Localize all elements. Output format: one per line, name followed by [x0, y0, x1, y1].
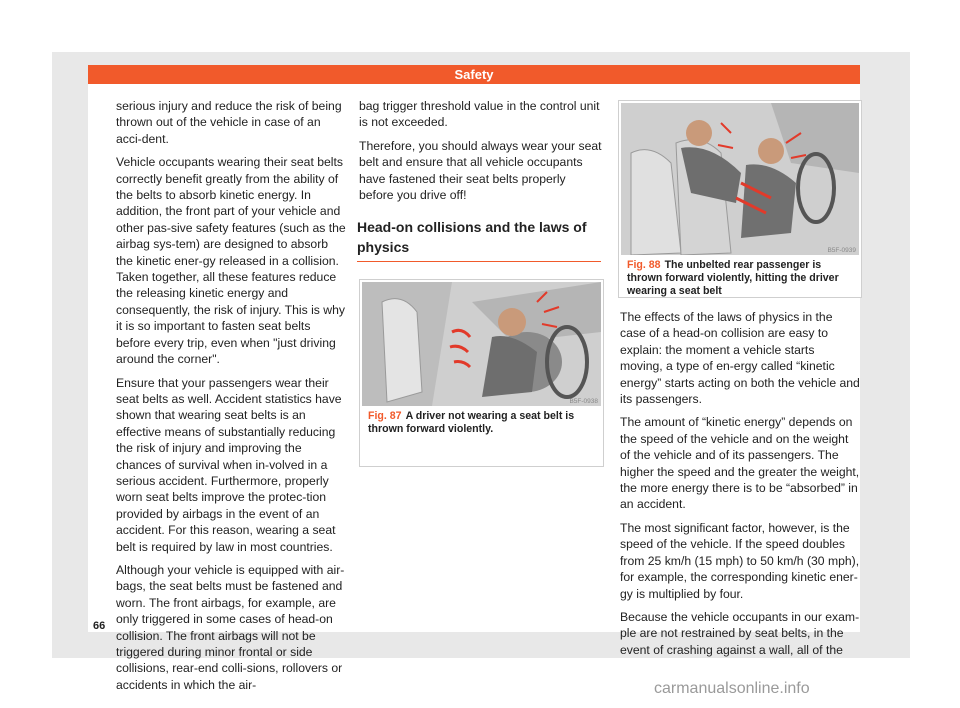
- figure-88-caption: [627, 259, 857, 298]
- page-number: 66: [93, 620, 106, 632]
- figure-87-image: [362, 282, 601, 406]
- watermark: carmanualsonline.info: [654, 680, 810, 697]
- figure-code: B5F-0939: [827, 247, 856, 254]
- figure-label: Fig. 88: [627, 259, 661, 271]
- text-column-3: [620, 309, 860, 665]
- figure-label: Fig. 87: [368, 410, 402, 422]
- text-column-2: [359, 98, 602, 262]
- driver-crash-illustration: [362, 282, 601, 406]
- caption-text: The unbelted rear passenger is thrown forward violently, hitting the driver wearing a seat belt: [627, 259, 839, 297]
- section-header: Safety: [88, 65, 860, 84]
- text-column-1: [116, 98, 346, 700]
- paragraph: Because the vehicle occupants in our exam-ple are not restrained by seat belts, in the event of crashing against a wall, all of the: [620, 609, 860, 657]
- paragraph: The amount of “kinetic energy” depends on the speed of the vehicle and on the weight of the vehicle and of its passengers. The higher the speed and the greater the weight, the more energy there is to be “absorbed” in an accident.: [620, 415, 860, 512]
- paragraph: The effects of the laws of physics in the case of a head-on collision are easy to explain: the moment a vehicle starts moving, a type of en-ergy called “kinetic energy” starts acting on both the vehicle and its passengers.: [620, 310, 860, 407]
- paragraph: Ensure that your passengers wear their seat belts as well. Accident statistics have shown that wearing seat belts is an effective means of substantially reducing the risk of injury and improving the chances of survival when in-volved in a serious accident. Furthermore, properly worn seat belts improve the protec-tion provided by airbags in the event of an accident. For this reason, wearing a seat belt is required by law in most countries.: [116, 375, 342, 554]
- figure-code: B5F-0938: [569, 398, 598, 405]
- rear-passenger-crash-illustration: [621, 103, 859, 255]
- paragraph: Although your vehicle is equipped with air-bags, the seat belts must be fastened and worn. The front airbags, for example, are only triggered in some cases of head-on collision. The front airbags will not be triggered during minor frontal or side collisions, rear-end colli-sions, rollovers or accidents in which the air-: [116, 562, 345, 692]
- figure-88: [618, 100, 862, 298]
- paragraph: Therefore, you should always wear your seat belt and ensure that all vehicle occupants have fastened their seat belts properly before you drive off!: [359, 138, 602, 203]
- caption-text: A driver not wearing a seat belt is thrown forward violently.: [368, 410, 575, 435]
- paragraph: Vehicle occupants wearing their seat belts correctly benefit greatly from the ability of the belts to absorb kinetic energy. In addition, the front part of your vehicle and other pas-sive safety features (such as the airbag sys-tem) are designed to absorb the kinetic ener-gy released in a collision. Taken together, all these features reduce the releasing kinetic energy and consequently, the risk of injury. This is why it is so important to fasten seat belts before every trip, even when "just driving around the corner".: [116, 155, 346, 367]
- section-title: Head-on collisions and the laws of physics: [357, 217, 601, 262]
- figure-87-caption: [368, 410, 594, 436]
- paragraph: bag trigger threshold value in the control unit is not exceeded.: [359, 99, 600, 130]
- paragraph: serious injury and reduce the risk of being thrown out of the vehicle in case of an acci-dent.: [116, 99, 342, 146]
- paragraph: The most significant factor, however, is the speed of the vehicle. If the speed doubles from 25 km/h (15 mph) to 50 km/h (30 mph), for example, the corresponding kinetic ener-gy is multiplied by four.: [620, 520, 860, 601]
- figure-88-image: [621, 103, 859, 255]
- figure-87: [359, 279, 604, 467]
